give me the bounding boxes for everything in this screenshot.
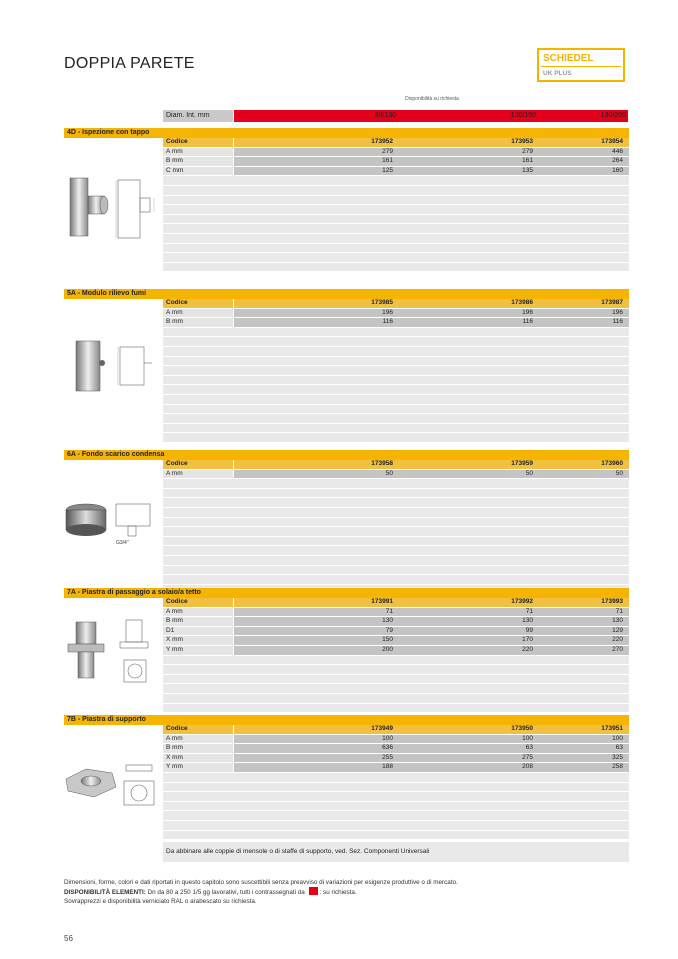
footer-disclaimer: Dimensioni, forme, colori e dati riportati in questo capitolo sono suscettibili senza preavviso di variazioni per esigenze produttive o di mercato.	[64, 879, 458, 886]
empty-rows	[163, 328, 629, 443]
empty-table-row	[163, 376, 629, 386]
cell-value: 200	[382, 645, 393, 653]
empty-table-row	[163, 244, 629, 254]
diameter-label: Diam. Int. mm	[163, 110, 233, 122]
row-label: A mm	[163, 470, 233, 479]
cell-value: 71	[385, 607, 393, 615]
row-label: X mm	[163, 754, 233, 763]
row-label: B mm	[163, 617, 233, 626]
logo-subtitle: UK PLUS	[543, 70, 572, 77]
empty-rows	[163, 479, 629, 594]
empty-table-row	[163, 675, 629, 685]
empty-table-row	[163, 328, 629, 338]
section-table	[163, 299, 629, 443]
empty-table-row	[163, 704, 629, 714]
empty-table-row	[163, 224, 629, 234]
product-code: 173960	[601, 460, 623, 467]
cell-value: 255	[382, 753, 393, 761]
section-title: 7B - Piastra di supporto	[64, 715, 629, 725]
code-label: Codice	[163, 138, 233, 147]
cell-value: 63	[525, 744, 533, 752]
code-label: Codice	[163, 598, 233, 607]
page-title: DOPPIA PARETE	[64, 55, 195, 72]
dimension-row	[163, 157, 629, 167]
product-code: 173986	[511, 299, 533, 306]
empty-table-row	[163, 196, 629, 206]
product-code: 173958	[371, 460, 393, 467]
empty-table-row	[163, 263, 629, 273]
row-label: A mm	[163, 309, 233, 318]
flue-gas-module-illustration	[64, 337, 163, 397]
empty-table-row	[163, 385, 629, 395]
empty-table-row	[163, 337, 629, 347]
cell-value: 150	[382, 636, 393, 644]
dimension-row	[163, 470, 629, 480]
row-label: X mm	[163, 636, 233, 645]
cell-value: 325	[612, 753, 623, 761]
cell-value: 79	[385, 626, 393, 634]
footer-ral-note: Sovrapprezzi e disponibilità verniciato RAL o arabescato su richiesta.	[64, 898, 257, 905]
section-table	[163, 138, 629, 272]
code-row	[163, 460, 629, 470]
cell-value: 275	[522, 753, 533, 761]
cell-value: 135	[522, 166, 533, 174]
availability-text: Dn da 80 a 250 1/5 gg lavorativi, tutti i contrassegnati da	[145, 889, 307, 896]
empty-table-row	[163, 566, 629, 576]
page-number: 56	[64, 934, 73, 943]
cell-value: 130	[382, 617, 393, 625]
cell-value: 50	[385, 469, 393, 477]
product-code: 173985	[371, 299, 393, 306]
empty-table-row	[163, 186, 629, 196]
empty-table-row	[163, 831, 629, 841]
product-code: 173949	[371, 725, 393, 732]
availability-end: : su richiesta.	[319, 889, 357, 896]
dimension-row	[163, 744, 629, 754]
empty-table-row	[163, 215, 629, 225]
dimension-row	[163, 627, 629, 637]
cell-value: 125	[382, 166, 393, 174]
empty-table-row	[163, 684, 629, 694]
empty-table-row	[163, 489, 629, 499]
dimension-row	[163, 617, 629, 627]
section-title: 7A - Piastra di passaggio a solaio/a tetto	[64, 588, 629, 598]
empty-table-row	[163, 479, 629, 489]
empty-table-row	[163, 176, 629, 186]
section-note: Da abbinare alle coppie di mensole o di staffe di supporto, ved. Sez. Componenti Universali	[163, 842, 629, 862]
dimension-row	[163, 735, 629, 745]
cell-value: 188	[382, 763, 393, 771]
empty-table-row	[163, 694, 629, 704]
empty-table-row	[163, 433, 629, 443]
roof-plate-illustration	[64, 614, 163, 700]
empty-table-row	[163, 366, 629, 376]
cell-value: 170	[522, 636, 533, 644]
empty-table-row	[163, 253, 629, 263]
dimension-row	[163, 608, 629, 618]
row-label: D1	[163, 627, 233, 636]
cell-value: 279	[382, 147, 393, 155]
product-code: 173952	[371, 138, 393, 145]
cell-value: 279	[522, 147, 533, 155]
empty-table-row	[163, 802, 629, 812]
empty-table-row	[163, 821, 629, 831]
dimension-row	[163, 309, 629, 319]
cell-value: 116	[612, 318, 623, 326]
empty-rows	[163, 656, 629, 714]
diameter-value: 100/150	[510, 112, 536, 119]
red-marker-icon	[309, 887, 318, 895]
code-row	[163, 598, 629, 608]
cell-value: 161	[382, 157, 393, 165]
section-table	[163, 460, 629, 594]
cell-value: 220	[522, 645, 533, 653]
row-label: B mm	[163, 157, 233, 166]
availability-note: Disponibilità su richiesta	[405, 96, 459, 102]
code-row	[163, 138, 629, 148]
cell-value: 116	[382, 318, 393, 326]
cell-value: 116	[522, 318, 533, 326]
empty-table-row	[163, 234, 629, 244]
empty-table-row	[163, 357, 629, 367]
empty-table-row	[163, 811, 629, 821]
availability-heading: DISPONIBILITÀ ELEMENTI:	[64, 889, 146, 896]
dimension-row	[163, 646, 629, 656]
section-title: 5A - Modulo rilievo fumi	[64, 289, 629, 299]
section-table	[163, 725, 629, 840]
product-code: 173991	[371, 598, 393, 605]
row-label: A mm	[163, 148, 233, 157]
empty-table-row	[163, 405, 629, 415]
empty-table-row	[163, 665, 629, 675]
empty-table-row	[163, 783, 629, 793]
code-label: Codice	[163, 725, 233, 734]
empty-table-row	[163, 575, 629, 585]
cell-value: 161	[522, 157, 533, 165]
product-code: 173987	[601, 299, 623, 306]
empty-table-row	[163, 546, 629, 556]
product-code: 173992	[511, 598, 533, 605]
row-label: C mm	[163, 167, 233, 176]
dimension-row	[163, 636, 629, 646]
cell-value: 130	[612, 617, 623, 625]
empty-table-row	[163, 527, 629, 537]
dimension-row	[163, 318, 629, 328]
empty-table-row	[163, 556, 629, 566]
empty-table-row	[163, 395, 629, 405]
support-plate-illustration	[64, 757, 163, 827]
section-title: 4D - Ispezione con tappo	[64, 128, 629, 138]
code-label: Codice	[163, 460, 233, 469]
row-label: Y mm	[163, 646, 233, 655]
product-code: 173993	[601, 598, 623, 605]
empty-table-row	[163, 347, 629, 357]
cell-value: 636	[382, 744, 393, 752]
dimension-row	[163, 148, 629, 158]
logo-name: SCHIEDEL	[543, 53, 594, 64]
dimension-row	[163, 754, 629, 764]
empty-table-row	[163, 205, 629, 215]
row-label: A mm	[163, 608, 233, 617]
empty-table-row	[163, 414, 629, 424]
footer-notes	[64, 878, 458, 906]
schiedel-logo	[537, 48, 625, 82]
product-code: 173953	[511, 138, 533, 145]
cell-value: 99	[525, 626, 533, 634]
diameter-value: 80/130	[374, 112, 396, 119]
empty-table-row	[163, 792, 629, 802]
section-table	[163, 598, 629, 713]
cell-value: 100	[612, 734, 623, 742]
cell-value: 196	[382, 308, 393, 316]
cell-value: 100	[382, 734, 393, 742]
row-label: B mm	[163, 318, 233, 327]
empty-rows	[163, 176, 629, 272]
empty-rows	[163, 773, 629, 840]
code-label: Codice	[163, 299, 233, 308]
diameter-value: 130/200	[600, 112, 626, 119]
section-title: 6A - Fondo scarico condensa	[64, 450, 629, 460]
cell-value: 71	[525, 607, 533, 615]
row-label: B mm	[163, 744, 233, 753]
empty-table-row	[163, 656, 629, 666]
cell-value: 100	[522, 734, 533, 742]
inspection-tee-illustration	[64, 166, 163, 246]
product-code: 173959	[511, 460, 533, 467]
cell-value: 129	[612, 626, 623, 634]
empty-table-row	[163, 424, 629, 434]
empty-table-row	[163, 498, 629, 508]
footer-availability	[64, 887, 458, 897]
empty-table-row	[163, 518, 629, 528]
cell-value: 160	[612, 166, 623, 174]
condensate-drain-illustration	[64, 492, 163, 552]
cell-value: 264	[612, 157, 623, 165]
code-row	[163, 299, 629, 309]
cell-value: 196	[522, 308, 533, 316]
product-code: 173954	[601, 138, 623, 145]
row-label: Y mm	[163, 763, 233, 772]
cell-value: 446	[612, 147, 623, 155]
logo-divider	[541, 66, 621, 67]
cell-value: 50	[525, 469, 533, 477]
product-code: 173950	[511, 725, 533, 732]
cell-value: 50	[615, 469, 623, 477]
cell-value: 71	[615, 607, 623, 615]
cell-value: 196	[612, 308, 623, 316]
cell-value: 130	[522, 617, 533, 625]
cell-value: 270	[612, 645, 623, 653]
cell-value: 220	[612, 636, 623, 644]
dimension-row	[163, 763, 629, 773]
code-row	[163, 725, 629, 735]
cell-value: 208	[522, 763, 533, 771]
row-label: A mm	[163, 735, 233, 744]
cell-value: 63	[615, 744, 623, 752]
empty-table-row	[163, 508, 629, 518]
empty-table-row	[163, 773, 629, 783]
thread-size-label: G3/4"	[116, 540, 129, 546]
dimension-row	[163, 167, 629, 177]
product-code: 173951	[601, 725, 623, 732]
cell-value: 258	[612, 763, 623, 771]
empty-table-row	[163, 537, 629, 547]
diameter-header-row	[163, 110, 628, 122]
